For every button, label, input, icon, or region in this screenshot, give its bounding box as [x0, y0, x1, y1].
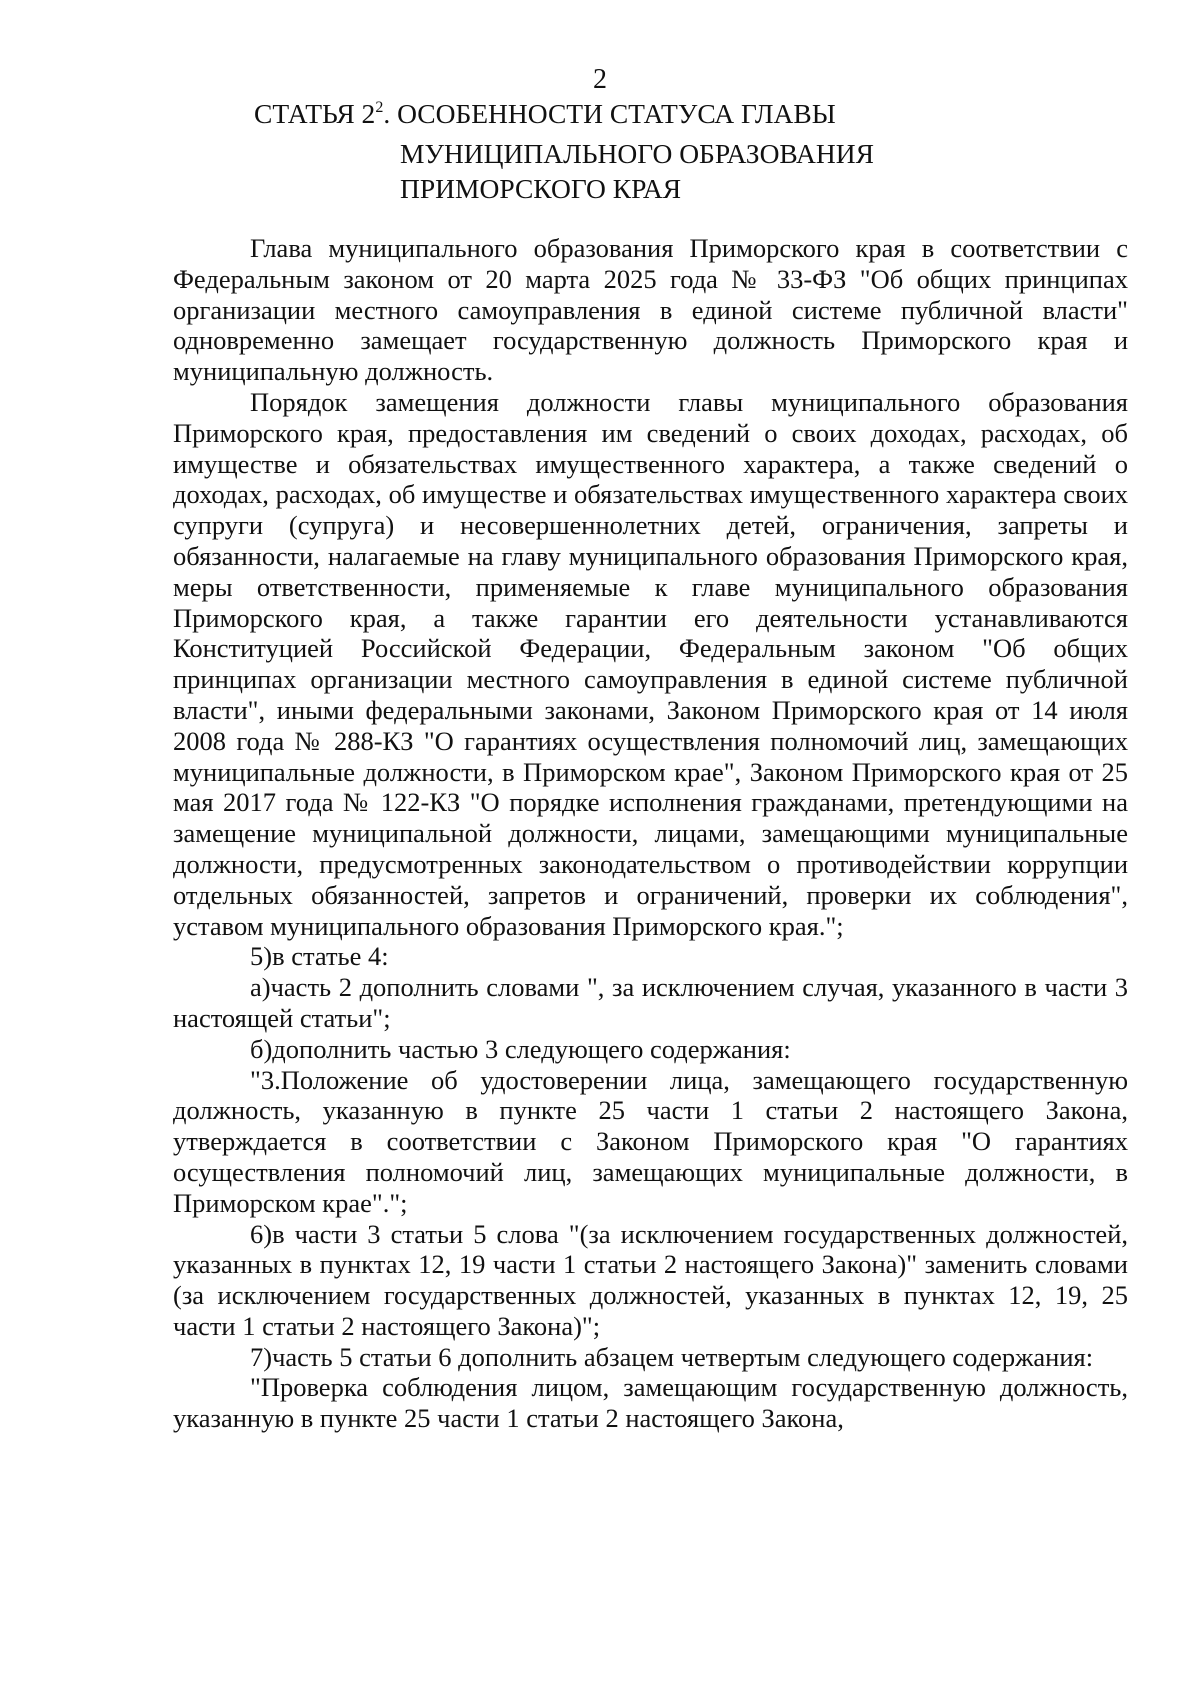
article-heading-prefix: СТАТЬЯ 2 — [254, 98, 376, 129]
paragraph-head-of-municipality: Глава муниципального образования Приморского края в соответствии с Федеральным законом от 20 марта 2025 года № 33-ФЗ "Об общих принципах организации местного самоуправления в единой системе публичной власти" одновременно замещает государственную должность Приморского края и муниципальную должность. — [173, 233, 1128, 387]
document-body — [173, 233, 1128, 1434]
article-heading-title: . ОСОБЕННОСТИ СТАТУСА ГЛАВЫ — [383, 98, 836, 129]
article-heading-superscript: 2 — [375, 99, 384, 116]
paragraph-item-6: 6)в части 3 статьи 5 слова "(за исключением государственных должностей, указанных в пунктах 12, 19 части 1 статьи 2 настоящего Закона)" заменить словами (за исключением государственных должностей, указанных в пунктах 12, 19, 25 части 1 статьи 2 настоящего Закона)"; — [173, 1218, 1128, 1341]
paragraph-item-5: 5)в статье 4: — [250, 941, 389, 972]
article-heading-line-1 — [254, 96, 874, 136]
paragraph-part-3-text: "3.Положение об удостоверении лица, замещающего государственную должность, указанную в пункте 25 части 1 статьи 2 настоящего Закона, утверждается в соответствии с Законом Приморского края "О гарантиях осуществления полномочий лиц, замещающих муниципальные должности, в Приморском крае"."; — [173, 1064, 1128, 1218]
paragraph-item-5b: б)дополнить частью 3 следующего содержания: — [250, 1033, 791, 1064]
paragraph-item-5a: а)часть 2 дополнить словами ", за исключением случая, указанного в части 3 настоящей статьи"; — [173, 972, 1128, 1033]
paragraph-verification-text: "Проверка соблюдения лицом, замещающим государственную должность, указанную в пункте 25 части 1 статьи 2 настоящего Закона, — [173, 1372, 1128, 1434]
article-heading-line-3: ПРИМОРСКОГО КРАЯ — [400, 173, 682, 204]
paragraph-procedure: Порядок замещения должности главы муниципального образования Приморского края, предоставления им сведений о своих доходах, расходах, об имуществе и обязательствах имущественного характера, а также сведений о доходах, расходах, об имуществе и обязательствах имущественного характера своих супруги (супруга) и несовершеннолетних детей, ограничения, запреты и обязанности, налагаемые на главу муниципального образования Приморского края, меры ответственности, применяемые к главе муниципального образования Приморского края, а также гарантии его деятельности устанавливаются Конституцией Российской Федерации, Федеральным законом "Об общих принципах организации местного самоуправления в единой системе публичной власти", иными федеральными законами, Законом Приморского края от 14 июля 2008 года № 288-КЗ "О гарантиях осуществления полномочий лиц, замещающих муниципальные должности, в Приморском крае", Законом Приморского края от 25 мая 2017 года № 122-КЗ "О порядке исполнения гражданами, претендующими на замещение муниципальной должности, лицами, замещающими муниципальные должности, предусмотренных законодательством о противодействии коррупции отдельных обязанностей, запретов и ограничений, проверки их соблюдения", уставом муниципального образования Приморского края."; — [173, 386, 1128, 941]
page-number: 2 — [593, 64, 607, 95]
article-heading-line-2: МУНИЦИПАЛЬНОГО ОБРАЗОВАНИЯ — [400, 138, 874, 169]
article-heading — [254, 96, 874, 206]
paragraph-item-7: 7)часть 5 статьи 6 дополнить абзацем четвертым следующего содержания: — [250, 1341, 1094, 1372]
